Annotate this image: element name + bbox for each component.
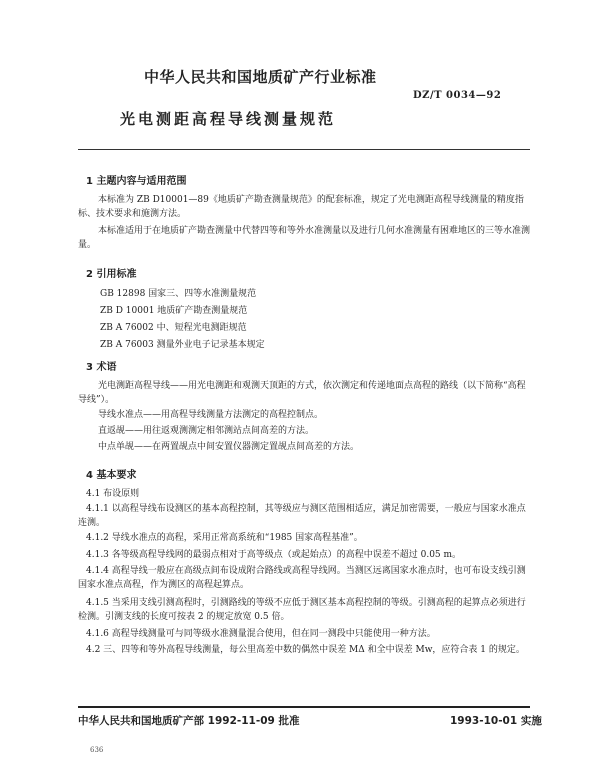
document-title: 光电测距高程导线测量规范 — [120, 110, 337, 128]
section-3-heading: 3 术语 — [86, 362, 117, 373]
clause-4-2: 4.2 三、四等和等外高程导线测量，每公里高差中数的偶然中误差 MΔ 和全中误差 Mw，应符合表 1 的规定。 — [86, 645, 525, 655]
clause-4-1-3: 4.1.3 各等级高程导线网的最弱点相对于高等级点（或起始点）的高程中误差不超过 0.05 m。 — [86, 550, 462, 560]
term-reciprocal-sighting: 直返觇——用往返观测测定相邻测站点间高差的方法。 — [98, 426, 315, 436]
header-divider — [78, 149, 530, 150]
section-1-heading: 1 主题内容与适用范围 — [86, 176, 187, 187]
section-2-heading: 2 引用标准 — [86, 269, 137, 280]
clause-4-1-5: 4.1.5 当采用支线引测高程时，引测路线的等级不应低于测区基本高程控制的等级。引测高程的起算点必须进行检测。引测支线的长度可按表 2 的规定放宽 0.5 倍。 — [78, 598, 526, 622]
industry-standard-title: 中华人民共和国地质矿产行业标准 — [144, 68, 377, 86]
section-1-paragraph-2: 本标准适用于在地质矿产勘查测量中代替四等和等外水准测量以及进行几何水准测量有困难地区的三等水准测量。 — [78, 226, 531, 250]
page-number: 636 — [90, 746, 104, 754]
term-midpoint-sighting: 中点单觇——在两置觇点中间安置仪器测定置觇点间高差的方法。 — [98, 442, 360, 452]
reference-item: ZB D 10001 地质矿产勘查测量规范 — [100, 306, 248, 316]
footer-divider — [78, 706, 530, 708]
clause-4-1-1: 4.1.1 以高程导线布设测区的基本高程控制，其等级应与测区范围相适应，满足加密需要，一般应与国家水准点连测。 — [78, 504, 526, 528]
term-traverse-benchmark: 导线水准点——用高程导线测量方法测定的高程控制点。 — [98, 410, 324, 420]
section-1-paragraph-1: 本标准为 ZB D10001—89《地质矿产勘查测量规范》的配套标准，规定了光电测距高程导线测量的精度指标、技术要求和施测方法。 — [78, 195, 524, 219]
clause-4-1-4: 4.1.4 高程导线一般应在高级点间布设成附合路线或高程导线网。当测区远离国家水准点时，也可布设支线引测国家水准点高程，作为测区的高程起算点。 — [78, 566, 526, 590]
standard-code: DZ/T 0034—92 — [413, 90, 502, 101]
clause-4-1-6: 4.1.6 高程导线测量可与同等级水准测量混合使用，但在同一测段中只能使用一种方法。 — [86, 629, 436, 639]
implementation-date: 1993-10-01 实施 — [450, 715, 542, 727]
section-4-heading: 4 基本要求 — [86, 470, 137, 481]
clause-4-1-heading: 4.1 布设原则 — [86, 489, 140, 499]
reference-item: ZB A 76002 中、短程光电测距规范 — [100, 323, 247, 333]
reference-item: GB 12898 国家三、四等水准测量规范 — [100, 289, 257, 299]
term-elevation-traverse: 光电测距高程导线——用光电测距和观测天顶距的方式，依次测定和传递地面点高程的路线（以下简称“高程导线”）。 — [78, 381, 526, 405]
clause-4-1-2: 4.1.2 导线水准点的高程，采用正常高系统和“1985 国家高程基准”。 — [86, 533, 363, 543]
reference-item: ZB A 76003 测量外业电子记录基本规定 — [100, 340, 265, 350]
approval-date: 中华人民共和国地质矿产部 1992-11-09 批准 — [78, 715, 300, 727]
